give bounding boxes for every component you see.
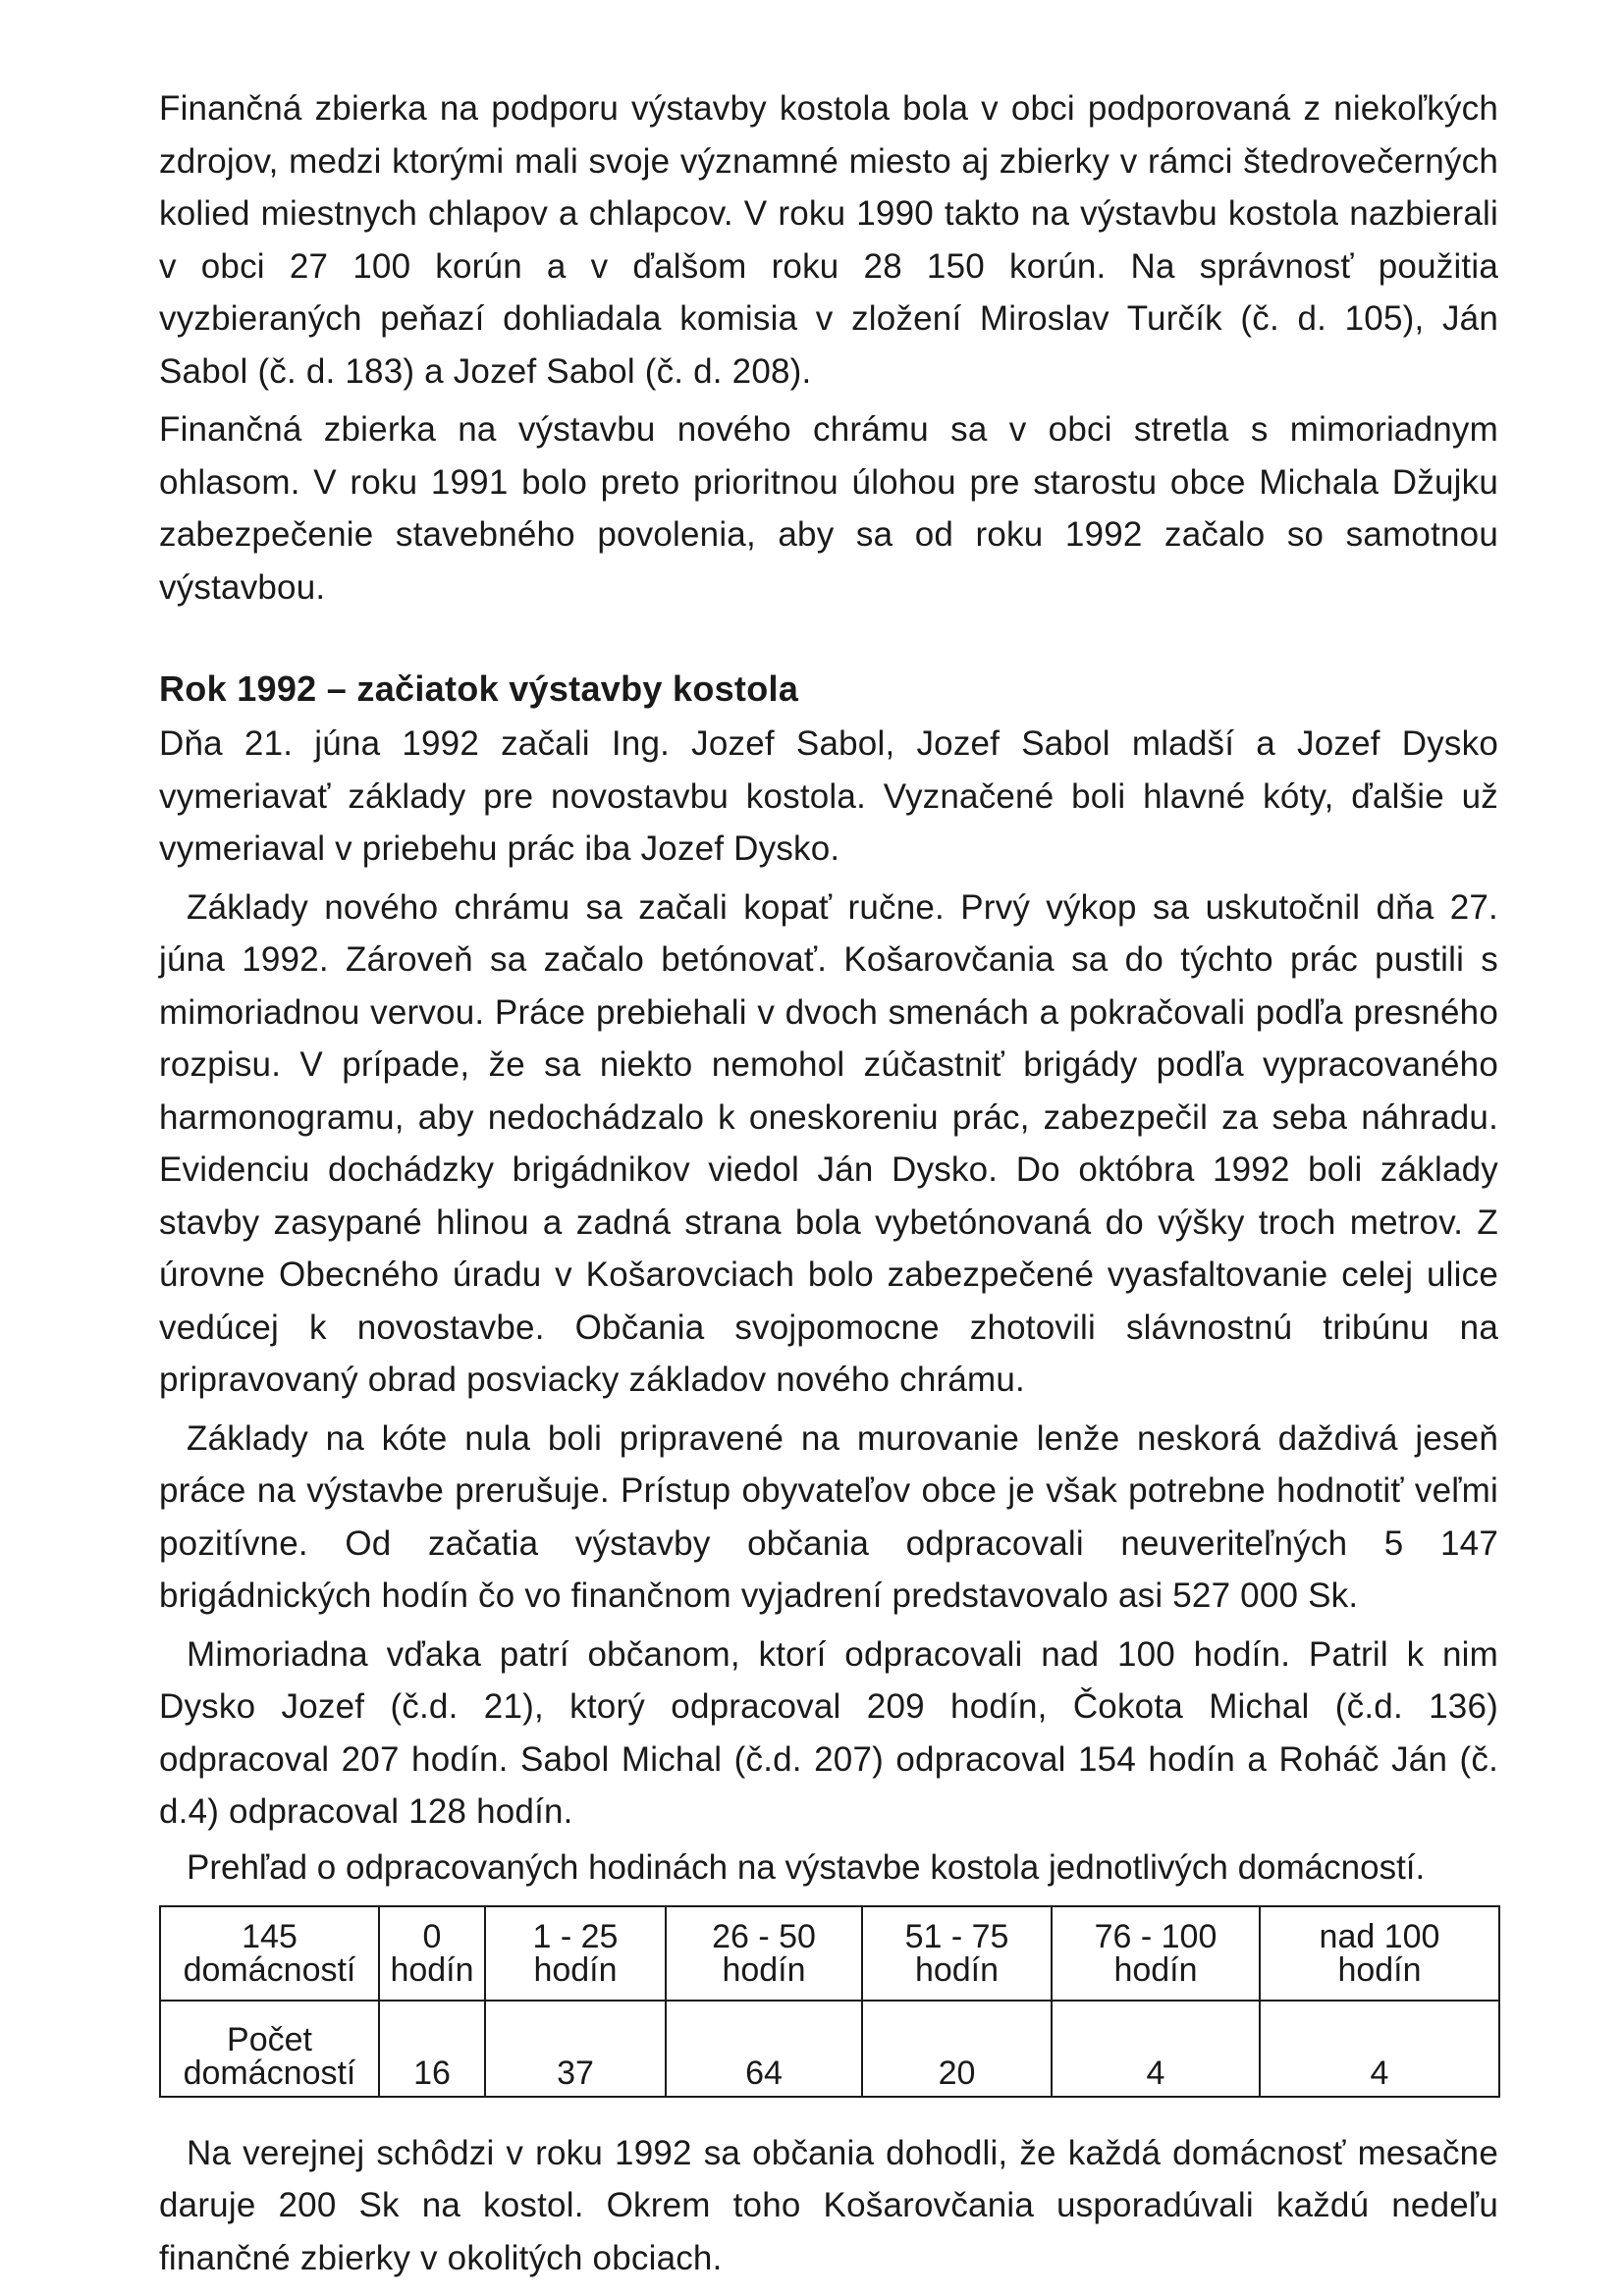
table-cell: 4 bbox=[1260, 2001, 1499, 2097]
header-line: 26 - 50 bbox=[712, 1917, 816, 1955]
header-line: 76 - 100 bbox=[1094, 1917, 1217, 1955]
header-line: hodín bbox=[1337, 1950, 1422, 1989]
document-page bbox=[159, 82, 1498, 2290]
header-line: 145 bbox=[242, 1917, 298, 1955]
table-header-cell bbox=[862, 1906, 1052, 2001]
table-header-cell bbox=[379, 1906, 485, 2001]
table-header-cell bbox=[485, 1906, 666, 2001]
table-header-cell bbox=[160, 1906, 379, 2001]
paragraph: Na verejnej schôdzi v roku 1992 sa občania dohodli, že každá domácnosť mesačne daruje 200 Sk na kostol. Okrem toho Košarovčania usporadúvali každú nedeľu finančné zbierky v okolitých obciach. bbox=[159, 2133, 1498, 2277]
row-label-cell bbox=[160, 2001, 379, 2097]
table-header-cell bbox=[666, 1906, 862, 2001]
table-cell: 64 bbox=[666, 2001, 862, 2097]
header-line: hodín bbox=[914, 1950, 1000, 1989]
row-label-line: domácností bbox=[183, 2054, 356, 2092]
paragraph: Základy nového chrámu sa začali kopať ručne. Prvý výkop sa uskutočnil dňa 27. júna 1992. Zároveň sa začalo betónovať. Košarovčania sa do týchto prác pustili s mimoriadnou vervou. Práce prebiehali v dvoch smenách a pokračovali podľa presného rozpisu. V prípade, že sa niekto nemohol zúčastniť brigády podľa vypracovaného harmonogramu, aby nedochádzalo k oneskoreniu prác, zabezpečil za seba náhradu. Evidenciu dochádzky brigádnikov viedol Ján Dysko. Do októbra 1992 boli základy stavby zasypané hlinou a zadná strana bola vybetónovaná do výšky troch metrov. Z úrovne Obecného úradu v Košarovciach bolo zabezpečené vyasfaltovanie celej ulice vedúcej k novostavbe. Občania svojpomocne zhotovili slávnostnú tribúnu na pripravovaný obrad posviacky základov nového chrámu. bbox=[159, 887, 1498, 1399]
paragraph: Dňa 21. júna 1992 začali Ing. Jozef Sabol, Jozef Sabol mladší a Jozef Dysko vymeriavať základy pre novostavbu kostola. Vyznačené boli hlavné kóty, ďalšie už vymeriaval v priebehu prác iba Jozef Dysko. bbox=[159, 724, 1498, 868]
table-row bbox=[160, 2001, 1499, 2097]
table-header-cell bbox=[1260, 1906, 1499, 2001]
header-line: 1 - 25 bbox=[532, 1917, 619, 1955]
table-caption: Prehľad o odpracovaných hodinách na výstavbe kostola jednotlivých domácností. bbox=[187, 1847, 1426, 1887]
paragraph: Finančná zbierka na podporu výstavby kostola bola v obci podporovaná z niekoľkých zdrojov, medzi ktorými mali svoje významné miesto aj zbierky v rámci štedrovečerných kolied miestnych chlapov a chlapcov. V roku 1990 takto na výstavbu kostola nazbierali v obci 27 100 korún a v ďalšom roku 28 150 korún. Na správnosť použitia vyzbieraných peňazí dohliadala komisia v zložení Miroslav Turčík (č. d. 105), Ján Sabol (č. d. 183) a Jozef Sabol (č. d. 208). bbox=[159, 89, 1498, 391]
header-line: hodín bbox=[390, 1950, 474, 1989]
header-line: hodín bbox=[1113, 1950, 1198, 1989]
table-cell: 20 bbox=[862, 2001, 1052, 2097]
header-line: hodín bbox=[533, 1950, 618, 1989]
paragraph: Základy na kóte nula boli pripravené na murovanie lenže neskorá daždivá jeseň práce na výstavbe prerušuje. Prístup obyvateľov obce je však potrebne hodnotiť veľmi pozitívne. Od začatia výstavby občania odpracovali neuveriteľných 5 147 brigádnických hodín čo vo finančnom vyjadrení predstavovalo asi 527 000 Sk. bbox=[159, 1418, 1498, 1615]
header-line: 0 bbox=[422, 1917, 442, 1955]
paragraph: Mimoriadna vďaka patrí občanom, ktorí odpracovali nad 100 hodín. Patril k nim Dysko Jozef (č.d. 21), ktorý odpracoval 209 hodín, Čokota Michal (č.d. 136) odpracoval 207 hodín. Sabol Michal (č.d. 207) odpracoval 154 hodín a Roháč Ján (č. d.4) odpracoval 128 hodín. bbox=[159, 1634, 1498, 1831]
row-label-line: Počet bbox=[227, 2020, 312, 2058]
table-header-row bbox=[160, 1906, 1499, 2001]
header-line: domácností bbox=[183, 1950, 356, 1989]
table-header-cell bbox=[1052, 1906, 1260, 2001]
hours-table bbox=[159, 1905, 1500, 2098]
table-cell: 16 bbox=[379, 2001, 485, 2097]
header-line: nad 100 bbox=[1319, 1917, 1440, 1955]
header-line: 51 - 75 bbox=[904, 1917, 1009, 1955]
section-heading: Rok 1992 – začiatok výstavby kostola bbox=[159, 668, 799, 709]
table-cell: 4 bbox=[1052, 2001, 1260, 2097]
header-line: hodín bbox=[722, 1950, 806, 1989]
paragraph: Finančná zbierka na výstavbu nového chrámu sa v obci stretla s mimoriadnym ohlasom. V roku 1991 bolo preto prioritnou úlohou pre starostu obce Michala Džujku zabezpečenie stavebného povolenia, aby sa od roku 1992 začalo so samotnou výstavbou. bbox=[159, 410, 1498, 607]
table-cell: 37 bbox=[485, 2001, 666, 2097]
